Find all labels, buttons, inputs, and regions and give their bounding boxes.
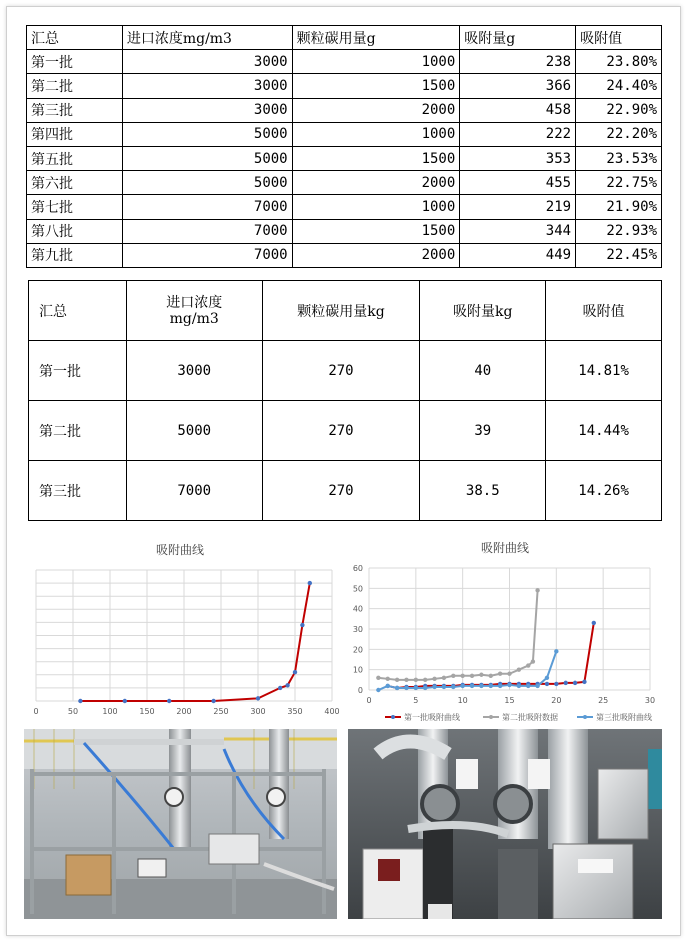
data-point [498, 672, 502, 676]
x-tick-label: 350 [287, 707, 303, 716]
data-point [582, 680, 586, 684]
legend-label: 第二批吸附数据 [502, 713, 558, 722]
table-row [27, 171, 662, 195]
data-point [404, 686, 408, 690]
data-point [554, 649, 558, 653]
data-point [489, 674, 493, 678]
x-tick-label: 0 [366, 696, 372, 705]
x-tick-label: 100 [102, 707, 118, 716]
data-point [432, 685, 436, 689]
data-point [573, 681, 577, 685]
data-point [479, 673, 483, 677]
table-row [27, 243, 662, 267]
batch-table-small [26, 25, 662, 268]
y-tick-label: 0 [357, 686, 363, 695]
x-tick-label: 400 [324, 707, 340, 716]
carbon-amount: 1000 [292, 195, 460, 219]
adsorption-value: 14.26% [546, 461, 662, 521]
data-point [423, 678, 427, 682]
inlet-concentration: 3000 [126, 341, 262, 401]
adsorption-value: 22.20% [576, 122, 662, 146]
y-tick-label: 20 [352, 645, 363, 655]
y-tick-label: 60 [352, 564, 363, 573]
data-point [526, 684, 530, 688]
table-header-row [27, 26, 662, 50]
data-point [545, 676, 549, 680]
batch-label: 第五批 [27, 146, 123, 170]
inlet-concentration: 7000 [122, 195, 292, 219]
header-cell: 颗粒碳用量g [292, 26, 460, 50]
header-cell-line: mg/m3 [169, 310, 219, 327]
data-point [535, 588, 539, 592]
batch-label: 第三批 [29, 461, 127, 521]
adsorption-value: 22.45% [576, 243, 662, 267]
adsorption-amount: 344 [460, 219, 576, 243]
carbon-amount: 1500 [292, 219, 460, 243]
batch-label: 第八批 [27, 219, 123, 243]
table-row [27, 122, 662, 146]
data-point [123, 699, 127, 703]
adsorption-value: 22.90% [576, 98, 662, 122]
y-tick-label: 40 [352, 604, 363, 614]
x-tick-label: 15 [504, 696, 515, 705]
data-point [414, 686, 418, 690]
photo-industrial-equipment [348, 729, 662, 919]
data-point [78, 699, 82, 703]
data-point [545, 682, 549, 686]
batch-label: 第九批 [27, 243, 123, 267]
data-point [395, 686, 399, 690]
carbon-amount: 270 [262, 461, 420, 521]
carbon-amount: 2000 [292, 98, 460, 122]
inlet-concentration: 7000 [122, 219, 292, 243]
inlet-concentration: 3000 [122, 98, 292, 122]
adsorption-chart-right [345, 556, 675, 728]
batch-label: 第一批 [27, 50, 123, 74]
inlet-concentration: 5000 [126, 401, 262, 461]
series-line [378, 590, 537, 679]
data-point [256, 696, 260, 700]
table-row [27, 195, 662, 219]
data-point [554, 682, 558, 686]
adsorption-value: 14.81% [546, 341, 662, 401]
adsorption-amount: 455 [460, 171, 576, 195]
data-point [395, 678, 399, 682]
batch-label: 第三批 [27, 98, 123, 122]
inlet-concentration: 7000 [122, 243, 292, 267]
carbon-amount: 2000 [292, 243, 460, 267]
adsorption-amount: 222 [460, 122, 576, 146]
data-point [451, 674, 455, 678]
batch-label: 第六批 [27, 171, 123, 195]
x-tick-label: 250 [213, 707, 229, 716]
carbon-amount: 1500 [292, 74, 460, 98]
data-point [414, 678, 418, 682]
adsorption-amount: 40 [420, 341, 546, 401]
photo-lab-test-rig [24, 729, 337, 919]
data-point [470, 684, 474, 688]
adsorption-amount: 353 [460, 146, 576, 170]
data-point [526, 663, 530, 667]
table-row [29, 461, 662, 521]
batch-label: 第二批 [27, 74, 123, 98]
data-point [507, 672, 511, 676]
adsorption-value: 24.40% [576, 74, 662, 98]
data-point [278, 686, 282, 690]
header-cell: 汇总 [27, 26, 123, 50]
table-row [27, 74, 662, 98]
table-row [27, 219, 662, 243]
adsorption-value: 23.80% [576, 50, 662, 74]
data-point [451, 685, 455, 689]
header-cell: 吸附量kg [420, 281, 546, 341]
data-point [517, 667, 521, 671]
adsorption-amount: 366 [460, 74, 576, 98]
y-tick-label: 30 [352, 625, 363, 634]
adsorption-amount: 39 [420, 401, 546, 461]
x-tick-label: 5 [413, 696, 419, 705]
chart-title-right: 吸附曲线 [480, 541, 529, 555]
data-point [432, 677, 436, 681]
data-point [592, 621, 596, 625]
data-point [167, 699, 171, 703]
y-tick-label: 10 [352, 665, 363, 675]
data-point [404, 678, 408, 682]
adsorption-amount: 219 [460, 195, 576, 219]
carbon-amount: 2000 [292, 171, 460, 195]
carbon-amount: 1000 [292, 50, 460, 74]
table-row [29, 401, 662, 461]
data-point [285, 683, 289, 687]
data-point [460, 684, 464, 688]
data-point [535, 684, 539, 688]
table-row [27, 146, 662, 170]
header-cell: 颗粒碳用量kg [262, 281, 420, 341]
adsorption-amount: 238 [460, 50, 576, 74]
adsorption-chart-left [0, 558, 345, 724]
data-point [442, 676, 446, 680]
data-point [376, 688, 380, 692]
legend-marker [391, 715, 395, 719]
table-header-row [29, 281, 662, 341]
legend-marker [489, 715, 493, 719]
table-row [27, 98, 662, 122]
legend-marker [583, 715, 587, 719]
chart-title-left: 吸附曲线 [155, 543, 204, 557]
adsorption-value: 22.93% [576, 219, 662, 243]
header-cell: 吸附值 [576, 26, 662, 50]
data-point [479, 684, 483, 688]
legend-label: 第一批吸附曲线 [404, 713, 460, 722]
data-point [442, 685, 446, 689]
header-cell: 吸附量g [460, 26, 576, 50]
x-tick-label: 25 [598, 696, 609, 705]
batch-label: 第四批 [27, 122, 123, 146]
batch-label: 第七批 [27, 195, 123, 219]
adsorption-value: 14.44% [546, 401, 662, 461]
batch-table-large [28, 280, 662, 521]
series-line [80, 583, 309, 701]
header-cell: 进口浓度mg/m3 [122, 26, 292, 50]
carbon-amount: 270 [262, 341, 420, 401]
x-tick-label: 20 [551, 696, 562, 705]
x-tick-label: 200 [176, 707, 192, 716]
industrial-equipment-illustration [348, 729, 662, 919]
data-point [489, 684, 493, 688]
header-cell [126, 281, 262, 341]
adsorption-value: 22.75% [576, 171, 662, 195]
data-point [507, 683, 511, 687]
inlet-concentration: 7000 [126, 461, 262, 521]
lab-rig-illustration [24, 729, 337, 919]
data-point [376, 676, 380, 680]
data-point [564, 681, 568, 685]
x-tick-label: 50 [67, 707, 79, 716]
data-point [517, 684, 521, 688]
batch-label: 第二批 [29, 401, 127, 461]
legend-label: 第三批吸附曲线 [596, 713, 652, 722]
inlet-concentration: 5000 [122, 122, 292, 146]
data-point [460, 674, 464, 678]
data-point [470, 674, 474, 678]
data-point [386, 684, 390, 688]
data-point [498, 684, 502, 688]
data-point [211, 699, 215, 703]
adsorption-value: 23.53% [576, 146, 662, 170]
inlet-concentration: 3000 [122, 74, 292, 98]
carbon-amount: 1000 [292, 122, 460, 146]
data-point [293, 670, 297, 674]
carbon-amount: 1500 [292, 146, 460, 170]
x-tick-label: 30 [644, 696, 656, 705]
series-line [388, 623, 594, 688]
x-tick-label: 300 [250, 707, 266, 716]
x-tick-label: 10 [457, 696, 468, 705]
x-tick-label: 150 [139, 707, 155, 716]
table-row [29, 341, 662, 401]
inlet-concentration: 3000 [122, 50, 292, 74]
carbon-amount: 270 [262, 401, 420, 461]
data-point [308, 581, 312, 585]
adsorption-amount: 449 [460, 243, 576, 267]
data-point [531, 659, 535, 663]
x-tick-label: 0 [33, 707, 39, 716]
y-tick-label: 50 [352, 584, 363, 594]
inlet-concentration: 5000 [122, 171, 292, 195]
batch-label: 第一批 [29, 341, 127, 401]
header-cell: 吸附值 [546, 281, 662, 341]
data-point [386, 677, 390, 681]
data-point [423, 686, 427, 690]
adsorption-amount: 38.5 [420, 461, 546, 521]
adsorption-amount: 458 [460, 98, 576, 122]
data-point [300, 623, 304, 627]
adsorption-value: 21.90% [576, 195, 662, 219]
inlet-concentration: 5000 [122, 146, 292, 170]
table-row [27, 50, 662, 74]
header-cell-line: 进口浓度 [166, 294, 223, 311]
header-cell: 汇总 [29, 281, 127, 341]
